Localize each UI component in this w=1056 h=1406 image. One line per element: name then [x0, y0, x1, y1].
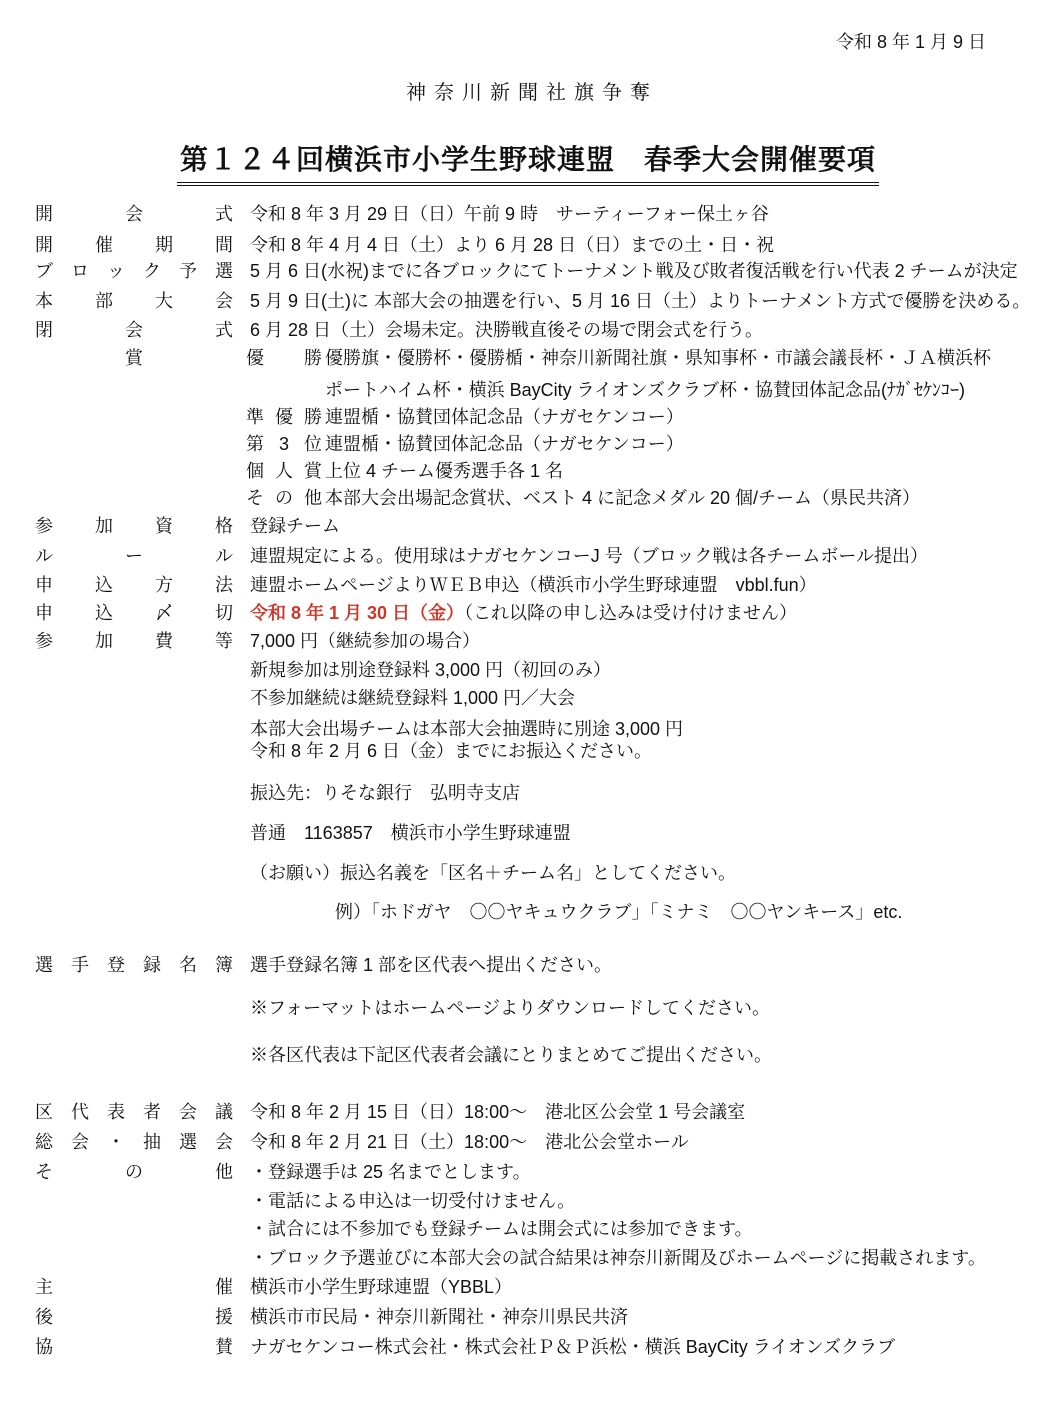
value-application-deadline — [250, 601, 797, 625]
row-other-note-phone — [0, 1189, 1056, 1213]
label-district-reps-meeting: 区 代 表 者 会 議 — [35, 1102, 233, 1122]
entry-fee-line: 新規参加は別途登録料 3,000 円（初回のみ） — [250, 660, 612, 680]
entry-fee-line: 不参加継続は継続登録料 1,000 円／大会 — [250, 688, 576, 708]
row-main-tournament — [0, 289, 1056, 313]
other-note-line: ・試合には不参加でも登録チームは開会式には参加できます。 — [250, 1219, 753, 1239]
row-eligibility — [0, 514, 1056, 538]
deadline-note: （これ以降の申し込みは受け付けません） — [464, 603, 798, 623]
value-application-method: 連盟ホームページよりＷＥＢ申込（横浜市小学生野球連盟 vbbl.fun） — [250, 575, 817, 595]
other-note-line: ・電話による申込は一切受付けません。 — [250, 1191, 576, 1211]
label-application-deadline: 申 込 〆 切 — [35, 603, 233, 623]
entry-fee-line: 本部大会出場チームは本部大会抽選時に別途 3,000 円 — [250, 719, 684, 739]
value-block-qualifier: 5 月 6 日(水祝)までに各ブロックにてトーナメント戦及び敗者復活戦を行い代表 2 チームが決定 — [250, 261, 1018, 281]
value-supporters: 横浜市市民局・神奈川新聞社・神奈川県民共済 — [250, 1307, 628, 1327]
row-transfer-request — [0, 861, 1056, 885]
label-eligibility: 参 加 資 格 — [35, 516, 233, 536]
label-sponsors: 協 賛 — [35, 1337, 233, 1357]
row-entry-fee-hq — [0, 717, 1056, 741]
prize-rank-third: 第 3 位 — [246, 434, 322, 454]
other-note-line: ・登録選手は 25 名までとします。 — [250, 1162, 531, 1182]
label-main-tournament: 本 部 大 会 — [35, 291, 233, 311]
row-organizer — [0, 1275, 1056, 1299]
prize-text-champion: 優勝旗・優勝杯・優勝楯・神奈川新聞社旗・県知事杯・市議会議長杯・ＪＡ横浜杯 — [325, 348, 991, 368]
page-title: 第１２４回横浜市小学生野球連盟 春季大会開催要項 — [177, 138, 879, 186]
prize-text-champion-cont: ポートハイム杯・横浜 BayCity ライオンズクラブ杯・協賛団体記念品(ﾅｶﾞｾｹﾝｺｰ) — [325, 380, 966, 400]
row-sponsors — [0, 1335, 1056, 1359]
title-row — [0, 138, 1056, 186]
prize-rank-runnerup: 準 優 勝 — [246, 407, 322, 427]
row-prize-champion-cont — [0, 378, 1056, 402]
row-bank-account — [0, 821, 1056, 845]
row-opening-ceremony — [0, 202, 1056, 226]
issued-date: 令和 8 年 1 月 9 日 — [835, 32, 986, 52]
roster-line: ※各区代表は下記区代表者会議にとりまとめてご提出ください。 — [250, 1045, 772, 1065]
value-opening-ceremony: 令和 8 年 3 月 29 日（日）午前 9 時 サーティーフォー保土ヶ谷 — [250, 204, 769, 224]
row-application-method — [0, 573, 1056, 597]
row-bank — [0, 781, 1056, 805]
row-other-notes — [0, 1160, 1056, 1184]
row-roster-format — [0, 996, 1056, 1020]
label-general-assembly: 総 会 ・ 抽 選 会 — [35, 1132, 233, 1152]
row-closing-ceremony — [0, 318, 1056, 342]
row-entry-fee-new — [0, 658, 1056, 682]
entry-fee-line: 7,000 円（継続参加の場合） — [250, 631, 481, 651]
label-organizer: 主 催 — [35, 1277, 233, 1297]
value-closing-ceremony: 6 月 28 日（土）会場未定。決勝戦直後その場で閉会式を行う。 — [250, 320, 764, 340]
label-prizes: 賞 — [125, 348, 143, 368]
row-event-period — [0, 233, 1056, 257]
row-entry-fee — [0, 629, 1056, 653]
label-other-notes: そ の 他 — [35, 1162, 233, 1182]
value-rules: 連盟規定による。使用球はナガセケンコーJ 号（ブロック戦は各チームボール提出） — [250, 546, 929, 566]
value-eligibility: 登録チーム — [250, 516, 340, 536]
row-block-qualifier — [0, 259, 1056, 283]
transfer-request-line: （お願い）振込名義を「区名＋チーム名」としてください。 — [250, 863, 736, 883]
value-event-period: 令和 8 年 4 月 4 日（土）より 6 月 28 日（日）までの土・日・祝 — [250, 235, 775, 255]
label-opening-ceremony: 開 会 式 — [35, 204, 233, 224]
value-general-assembly: 令和 8 年 2 月 21 日（土）18:00～ 港北公会堂ホール — [250, 1132, 689, 1152]
roster-line: 選手登録名簿 1 部を区代表へ提出ください。 — [250, 955, 613, 975]
row-player-roster — [0, 953, 1056, 977]
other-note-line: ・ブロック予選並びに本部大会の試合結果は神奈川新聞及びホームページに掲載されます。 — [250, 1248, 986, 1268]
row-district-reps-meeting — [0, 1100, 1056, 1124]
value-sponsors: ナガセケンコー株式会社・株式会社Ｐ＆Ｐ浜松・横浜 BayCity ライオンズクラブ — [250, 1337, 896, 1357]
prize-text-individual: 上位 4 チーム優秀選手各 1 名 — [325, 461, 564, 481]
prize-rank-other: そ の 他 — [246, 488, 322, 508]
row-other-note-results — [0, 1246, 1056, 1270]
label-rules: ル ー ル — [35, 546, 233, 566]
deadline-date: 令和 8 年 1 月 30 日（金） — [250, 603, 465, 623]
label-application-method: 申 込 方 法 — [35, 575, 233, 595]
prize-text-third: 連盟楯・協賛団体記念品（ナガセケンコー） — [325, 434, 684, 454]
row-rules — [0, 544, 1056, 568]
prize-rank-individual: 個 人 賞 — [246, 461, 322, 481]
label-player-roster: 選 手 登 録 名 簿 — [35, 955, 233, 975]
bank-account-line: 普通 1163857 横浜市小学生野球連盟 — [250, 823, 571, 843]
transfer-example-line: 例）「ホドガヤ 〇〇ヤキュウクラブ」「ミナミ 〇〇ヤンキース」etc. — [335, 902, 903, 922]
row-other-note-attendance — [0, 1217, 1056, 1241]
bank-line: 振込先：りそな銀行 弘明寺支店 — [250, 783, 520, 803]
label-closing-ceremony: 閉 会 式 — [35, 320, 233, 340]
row-general-assembly — [0, 1130, 1056, 1154]
value-organizer: 横浜市小学生野球連盟（YBBL） — [250, 1277, 513, 1297]
row-prize-individual — [0, 459, 1056, 483]
row-prize-runnerup — [0, 405, 1056, 429]
value-main-tournament: 5 月 9 日(土)に 本部大会の抽選を行い、5 月 16 日（土）よりトーナメント方式で優勝を決める。 — [250, 291, 1031, 311]
row-application-deadline — [0, 601, 1056, 625]
row-supporters — [0, 1305, 1056, 1329]
entry-fee-line: 令和 8 年 2 月 6 日（金）までにお振込ください。 — [250, 741, 653, 761]
label-event-period: 開 催 期 間 — [35, 235, 233, 255]
roster-line: ※フォーマットはホームページよりダウンロードしてください。 — [250, 998, 771, 1018]
row-roster-submit — [0, 1043, 1056, 1067]
row-prize-other — [0, 486, 1056, 510]
prize-text-runnerup: 連盟楯・協賛団体記念品（ナガセケンコー） — [325, 407, 684, 427]
row-transfer-example — [0, 900, 1056, 924]
label-block-qualifier: ブ ロ ッ ク 予 選 — [35, 261, 233, 281]
banner-heading: 神奈川新聞社旗争奪 — [406, 82, 658, 104]
prize-text-other: 本部大会出場記念賞状、ベスト 4 に記念メダル 20 個/チーム（県民共済） — [325, 488, 921, 508]
value-district-reps-meeting: 令和 8 年 2 月 15 日（日）18:00～ 港北区公会堂 1 号会議室 — [250, 1102, 746, 1122]
label-supporters: 後 援 — [35, 1307, 233, 1327]
row-prize-third — [0, 432, 1056, 456]
row-entry-fee-continue — [0, 686, 1056, 710]
row-entry-fee-duedate — [0, 739, 1056, 763]
prize-rank-champion: 優 勝 — [246, 348, 322, 368]
row-prize-champion — [0, 346, 1056, 370]
label-entry-fee: 参 加 費 等 — [35, 631, 233, 651]
